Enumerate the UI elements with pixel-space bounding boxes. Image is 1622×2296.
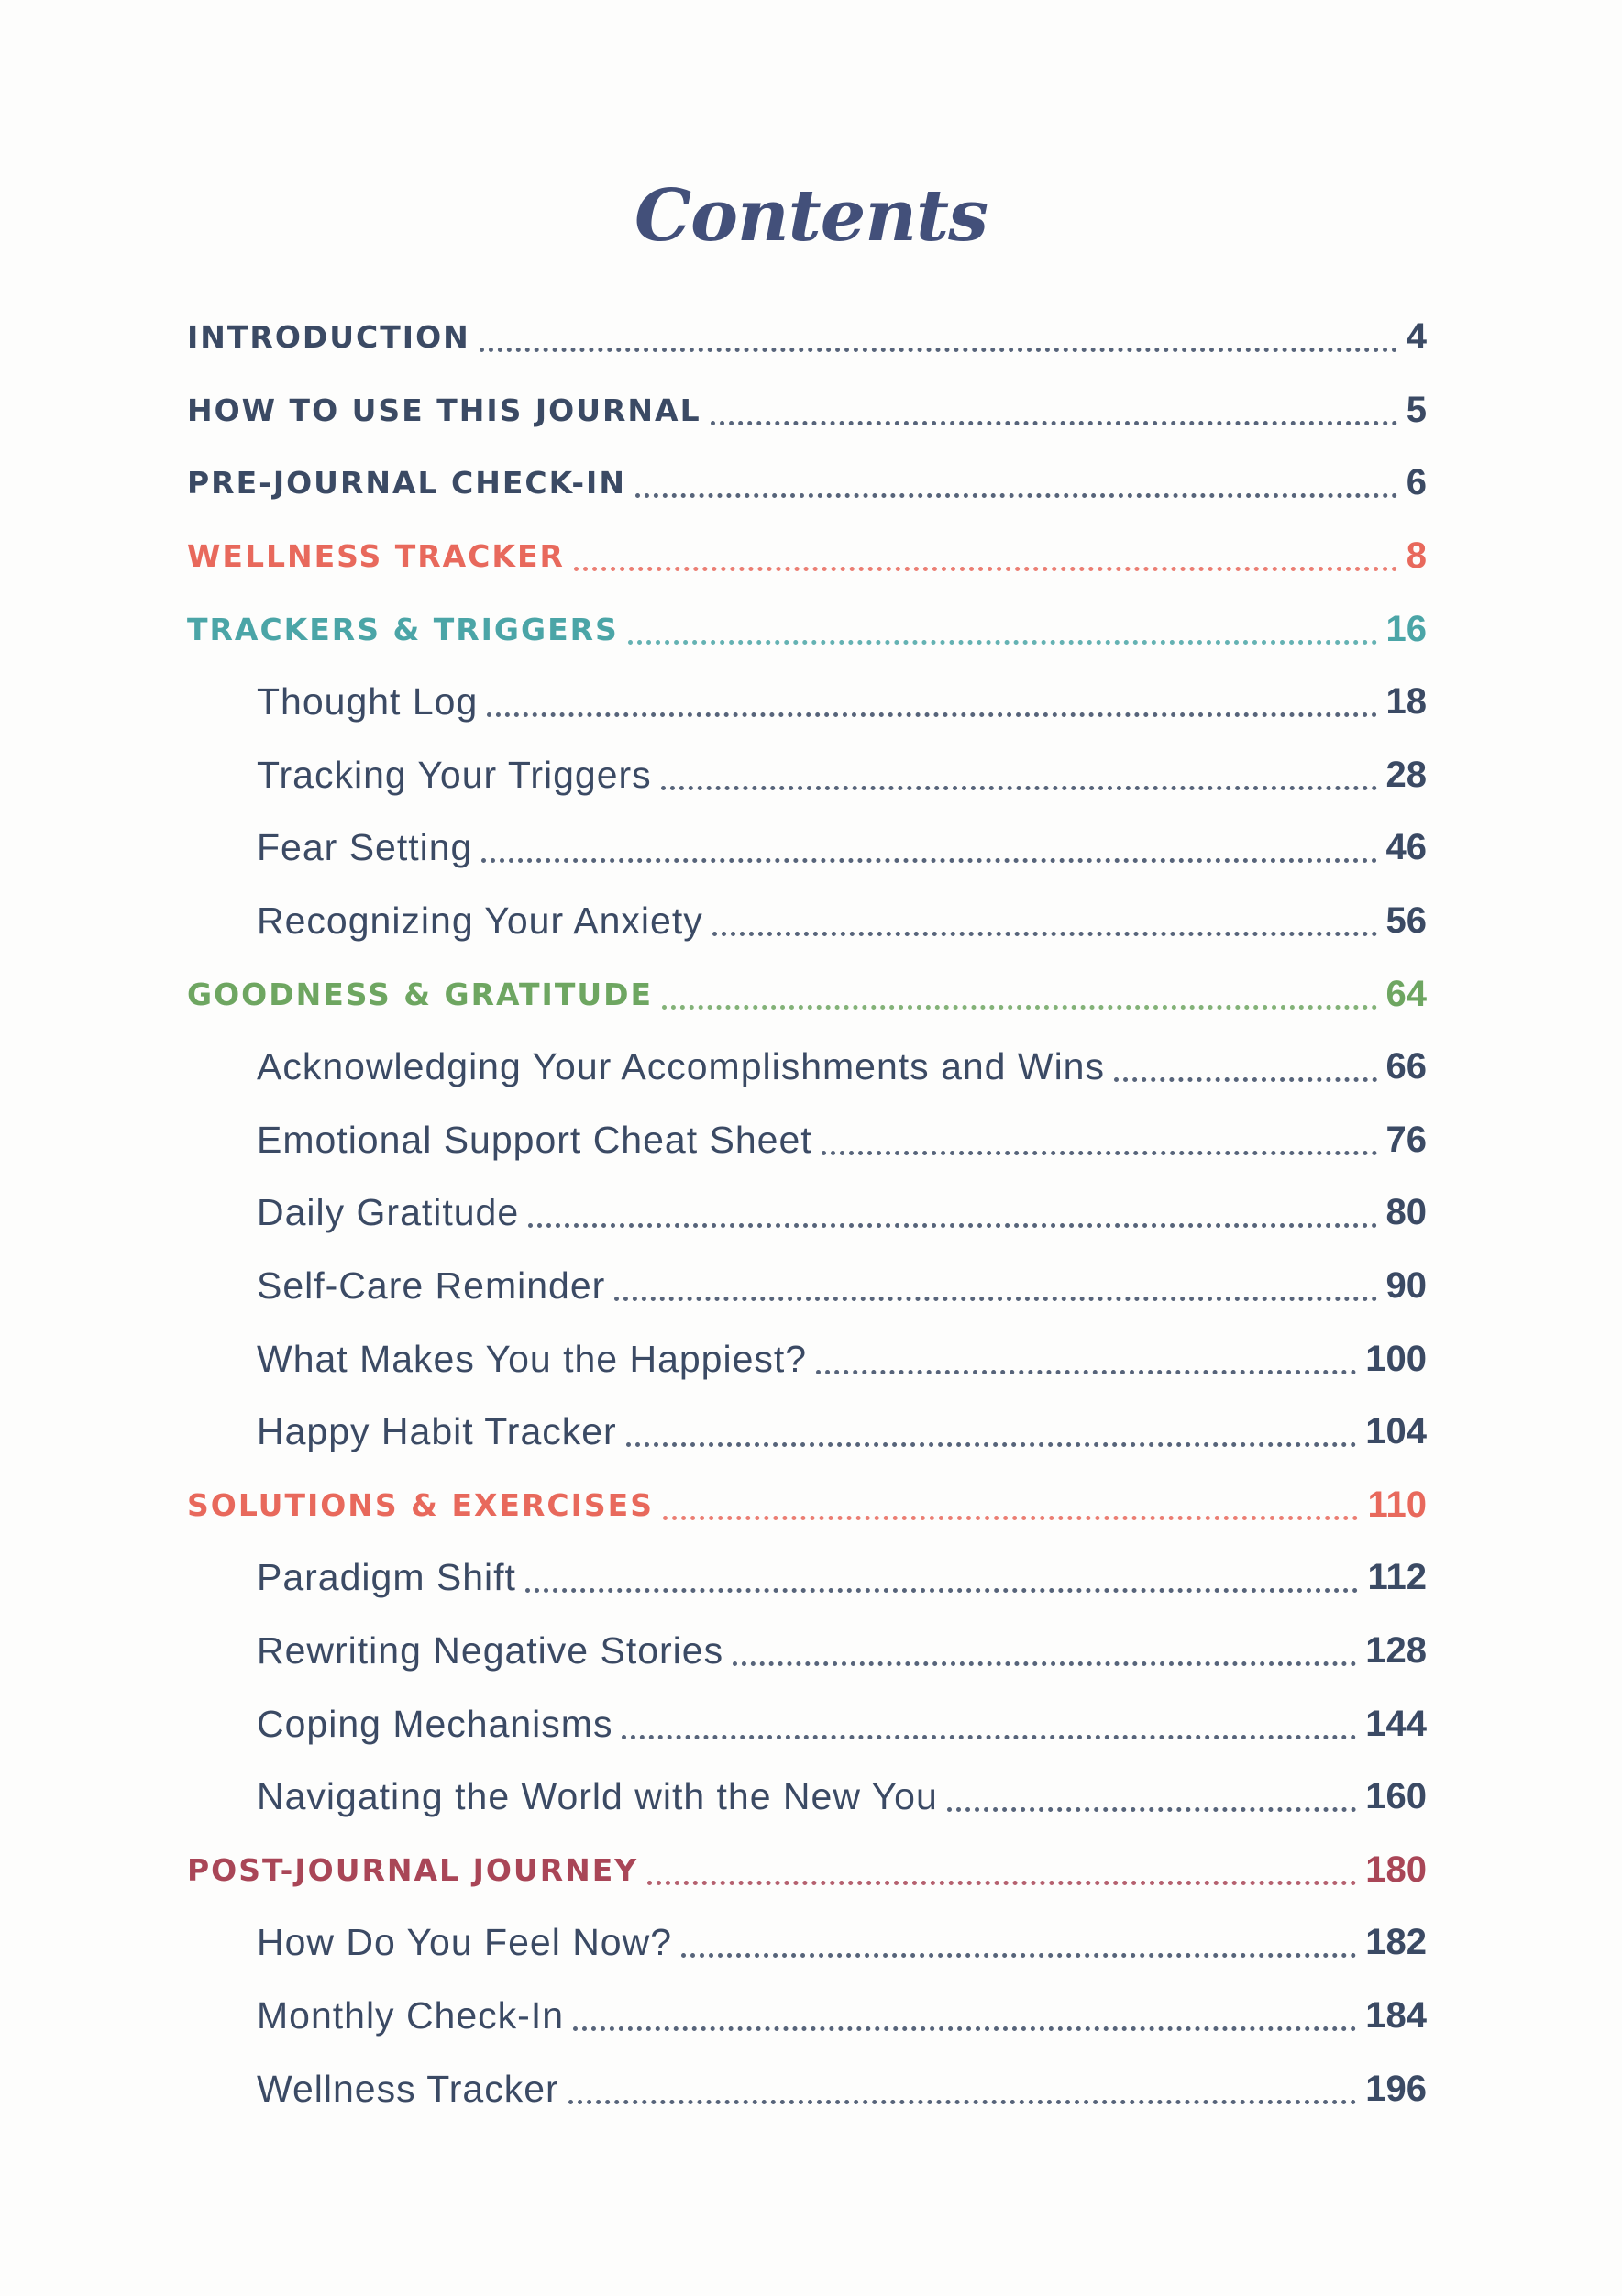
toc-section-entry[interactable] (187, 592, 1427, 666)
entry-title: GOODNESS & GRATITUDE (187, 976, 654, 1012)
toc-subsection-entry[interactable] (187, 1615, 1427, 1688)
dot-leader (480, 348, 1397, 352)
entry-title: Thought Log (257, 680, 479, 723)
toc-subsection-entry[interactable] (187, 1906, 1427, 1980)
toc-section-entry[interactable] (187, 447, 1427, 520)
dot-leader (528, 1223, 1376, 1228)
entry-title: INTRODUCTION (187, 319, 470, 356)
dot-leader (1114, 1077, 1377, 1082)
entry-title: Paradigm Shift (257, 1556, 516, 1599)
toc-subsection-entry[interactable] (187, 739, 1427, 812)
toc-subsection-entry[interactable] (187, 1322, 1427, 1396)
dot-leader (614, 1297, 1376, 1301)
page-number: 5 (1406, 389, 1427, 430)
dot-leader (481, 858, 1376, 863)
toc-subsection-entry[interactable] (187, 1980, 1427, 2053)
toc-section-entry[interactable] (187, 301, 1427, 374)
table-of-contents (187, 301, 1427, 2125)
entry-title: Emotional Support Cheat Sheet (257, 1118, 812, 1161)
page-number: 104 (1365, 1411, 1427, 1452)
entry-title: Recognizing Your Anxiety (257, 900, 703, 943)
page-number: 182 (1365, 1922, 1427, 1963)
page-number: 80 (1385, 1192, 1427, 1233)
toc-section-entry[interactable] (187, 1469, 1427, 1542)
entry-title: Wellness Tracker (257, 2067, 559, 2110)
dot-leader (712, 932, 1377, 936)
entry-title: Tracking Your Triggers (257, 753, 652, 796)
entry-title: Coping Mechanisms (257, 1702, 613, 1745)
entry-title: POST-JOURNAL JOURNEY (187, 1851, 639, 1888)
entry-title: Rewriting Negative Stories (257, 1628, 724, 1672)
page-number: 56 (1385, 900, 1427, 942)
entry-title: Happy Habit Tracker (257, 1410, 617, 1453)
dot-leader (626, 1442, 1357, 1447)
dot-leader (947, 1807, 1356, 1812)
toc-subsection-entry[interactable] (187, 666, 1427, 739)
entry-title: Daily Gratitude (257, 1191, 520, 1234)
toc-subsection-entry[interactable] (187, 1396, 1427, 1469)
toc-subsection-entry[interactable] (187, 2052, 1427, 2125)
entry-title: WELLNESS TRACKER (187, 538, 565, 575)
toc-section-entry[interactable] (187, 1833, 1427, 1906)
page-number: 28 (1385, 754, 1427, 795)
dot-leader (647, 1881, 1356, 1885)
page-number: 8 (1406, 535, 1427, 577)
entry-title: How Do You Feel Now? (257, 1921, 673, 1964)
dot-leader (568, 2100, 1357, 2104)
dot-leader (635, 493, 1397, 498)
dot-leader (487, 712, 1376, 717)
dot-leader (628, 640, 1377, 645)
toc-section-entry[interactable] (187, 520, 1427, 593)
dot-leader (573, 2026, 1356, 2031)
entry-title: TRACKERS & TRIGGERS (187, 611, 619, 647)
entry-title: SOLUTIONS & EXERCISES (187, 1486, 654, 1523)
page-number: 4 (1406, 316, 1427, 358)
toc-subsection-entry[interactable] (187, 1250, 1427, 1323)
dot-leader (525, 1588, 1359, 1593)
toc-section-entry[interactable] (187, 374, 1427, 447)
page-number: 160 (1365, 1776, 1427, 1817)
page-number: 180 (1365, 1849, 1427, 1890)
entry-title: Navigating the World with the New You (257, 1775, 938, 1818)
page-number: 196 (1365, 2068, 1427, 2109)
toc-subsection-entry[interactable] (187, 1687, 1427, 1761)
toc-subsection-entry[interactable] (187, 885, 1427, 958)
entry-title: Monthly Check-In (257, 1993, 565, 2037)
page-number: 46 (1385, 827, 1427, 868)
page-number: 128 (1365, 1629, 1427, 1671)
page-number: 64 (1385, 973, 1427, 1014)
dot-leader (681, 1953, 1356, 1958)
page-number: 16 (1385, 608, 1427, 649)
page-number: 112 (1367, 1557, 1427, 1598)
entry-title: Fear Setting (257, 826, 473, 869)
toc-subsection-entry[interactable] (187, 1761, 1427, 1834)
entry-title: PRE-JOURNAL CHECK-IN (187, 465, 626, 502)
page-number: 18 (1385, 681, 1427, 723)
page-title: Contents (634, 174, 988, 258)
toc-section-entry[interactable] (187, 957, 1427, 1031)
dot-leader (711, 421, 1397, 425)
page-number: 76 (1385, 1119, 1427, 1160)
toc-subsection-entry[interactable] (187, 1176, 1427, 1250)
page-number: 6 (1406, 462, 1427, 503)
dot-leader (816, 1370, 1356, 1374)
page-number: 90 (1385, 1265, 1427, 1307)
toc-subsection-entry[interactable] (187, 1104, 1427, 1177)
dot-leader (622, 1735, 1356, 1739)
dot-leader (733, 1661, 1356, 1666)
page-number: 66 (1385, 1046, 1427, 1087)
dot-leader (661, 786, 1377, 790)
dot-leader (574, 567, 1397, 571)
page-number: 100 (1365, 1338, 1427, 1379)
page-number: 184 (1365, 1994, 1427, 2036)
toc-subsection-entry[interactable] (187, 1541, 1427, 1615)
page-number: 110 (1367, 1484, 1427, 1525)
entry-title: HOW TO USE THIS JOURNAL (187, 392, 701, 428)
entry-title: What Makes You the Happiest? (257, 1337, 808, 1380)
toc-subsection-entry[interactable] (187, 811, 1427, 885)
dot-leader (822, 1151, 1377, 1155)
dot-leader (662, 1005, 1376, 1010)
entry-title: Acknowledging Your Accomplishments and Wins (257, 1045, 1105, 1088)
toc-subsection-entry[interactable] (187, 1031, 1427, 1104)
page-number: 144 (1365, 1703, 1427, 1744)
dot-leader (663, 1516, 1359, 1520)
entry-title: Self-Care Reminder (257, 1264, 606, 1308)
